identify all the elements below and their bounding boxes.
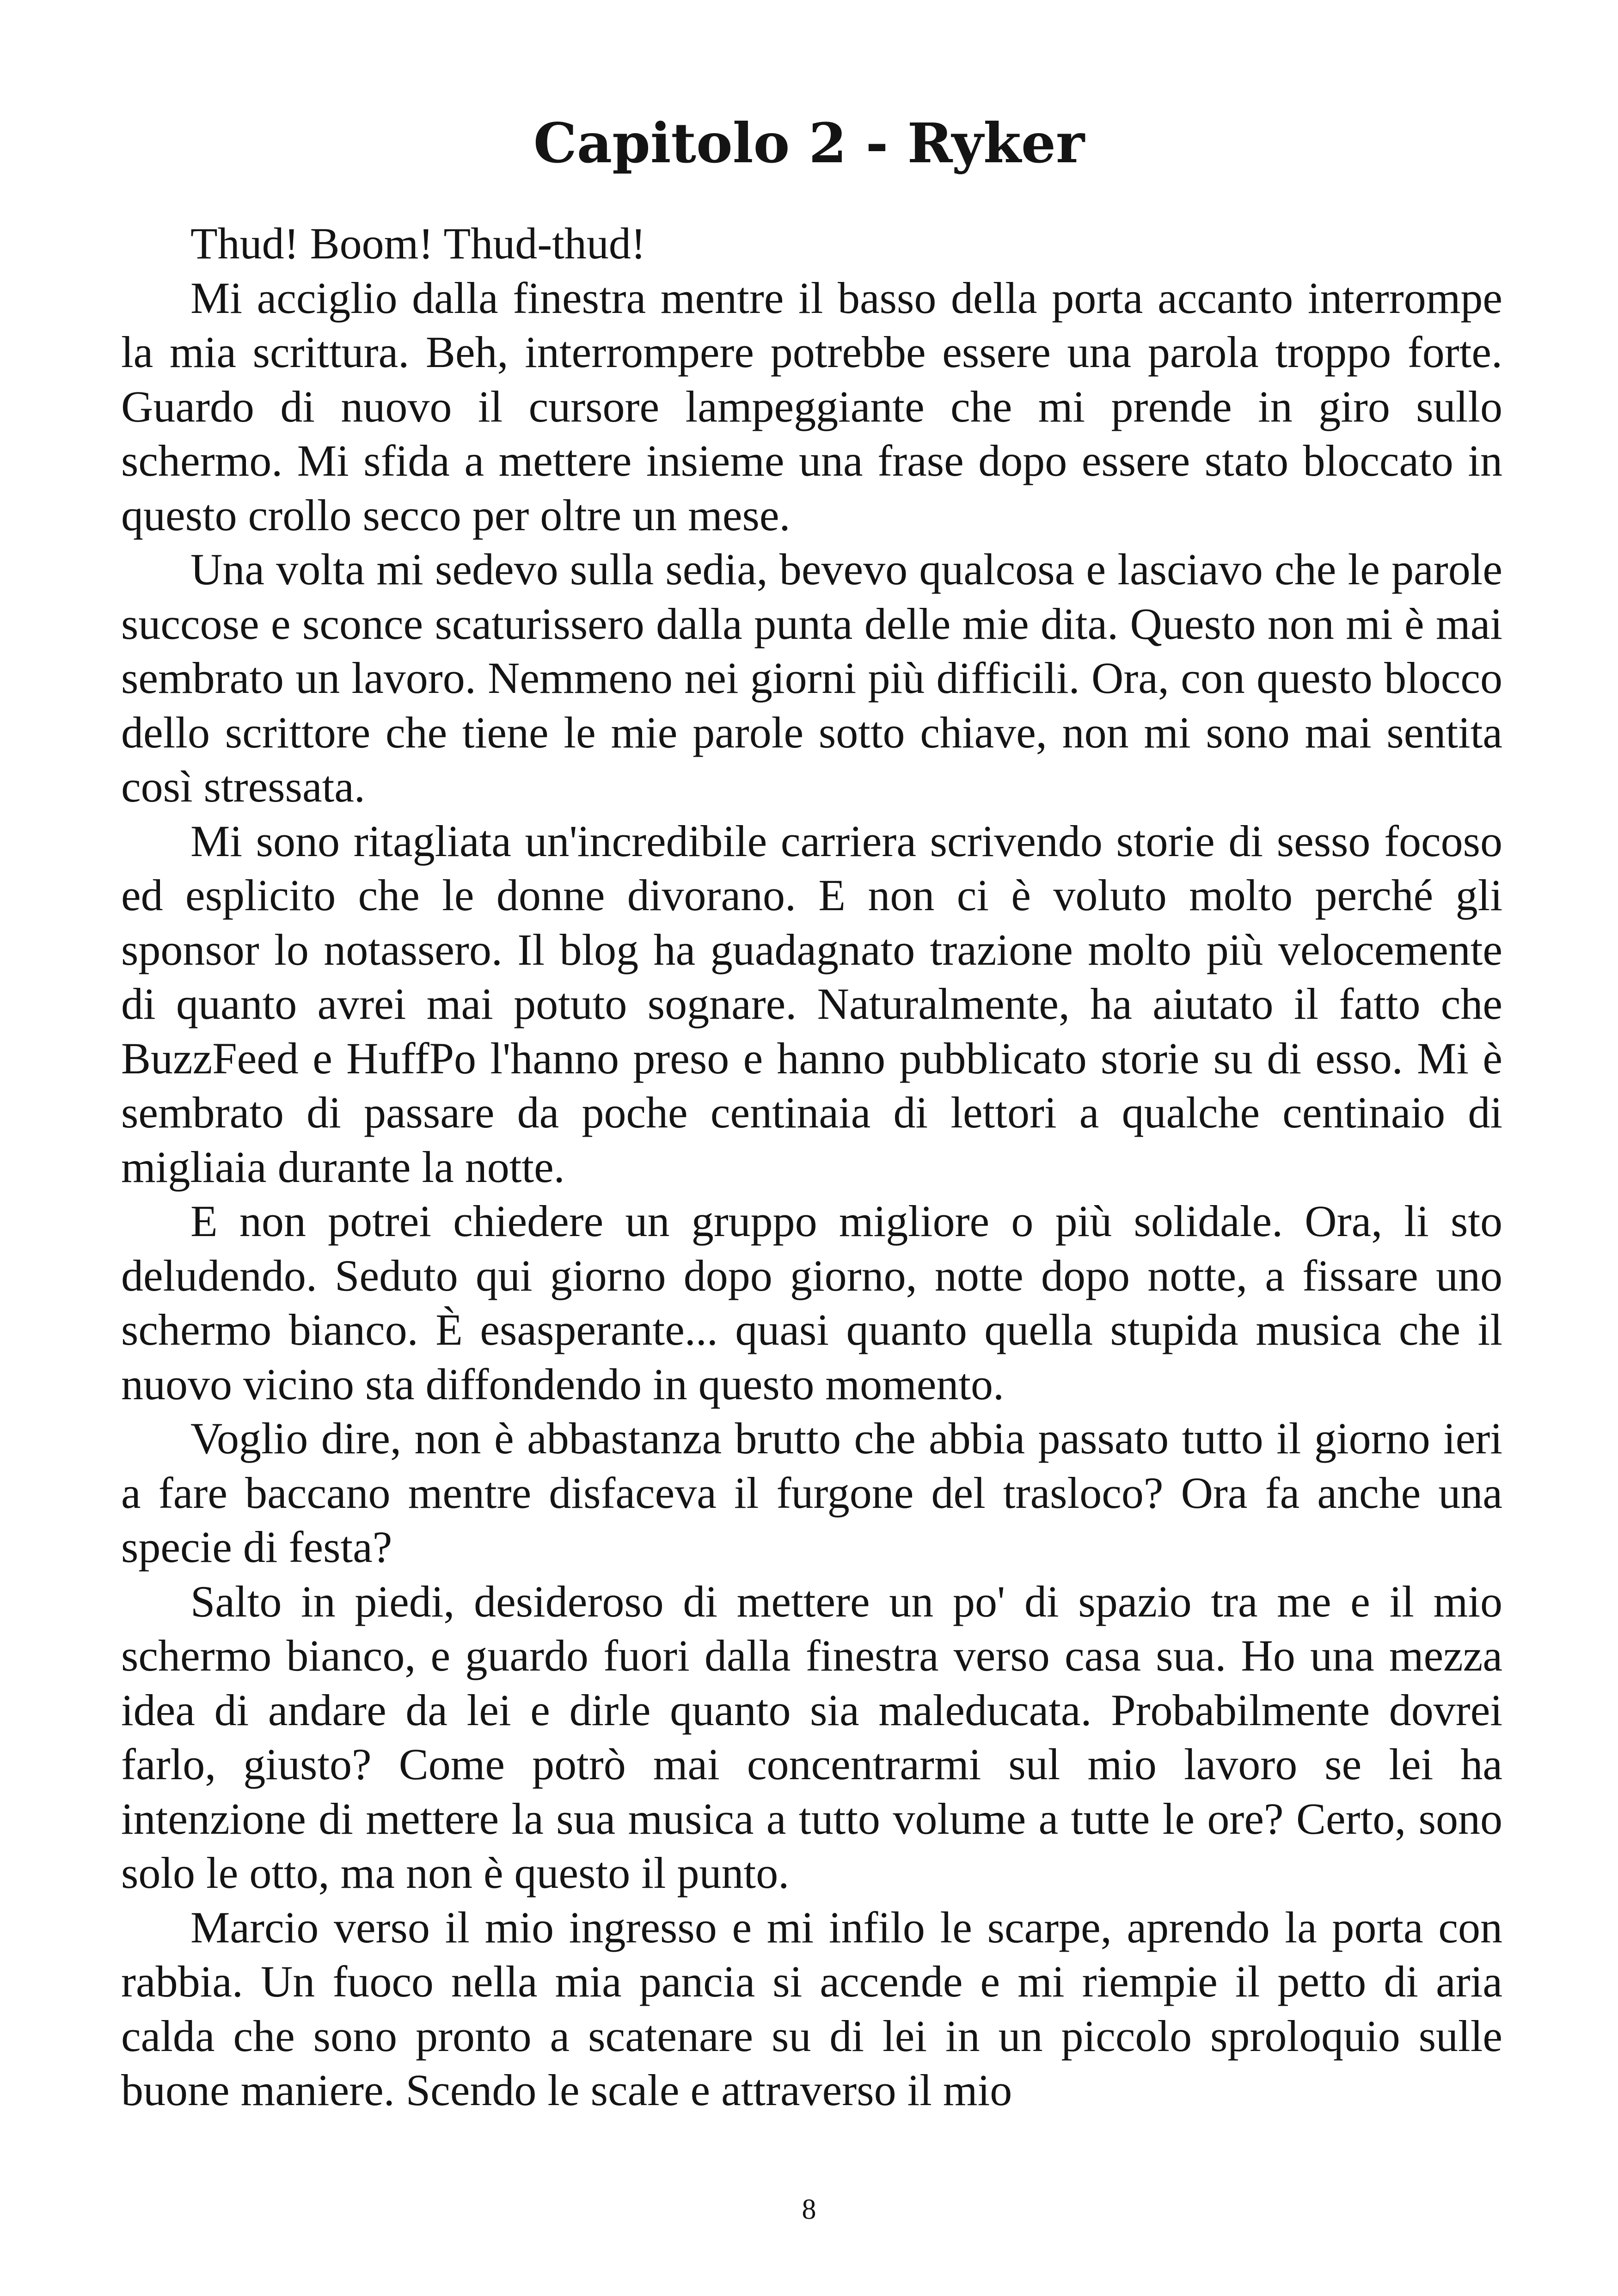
- chapter-title: Capitolo 2 - Ryker: [533, 111, 1085, 175]
- page-number: 8: [802, 2194, 816, 2225]
- chapter-body: [121, 216, 1502, 2118]
- paragraph: E non potrei chiedere un gruppo migliore o più solidale. Ora, li sto deludendo. Seduto qui giorno dopo giorno, notte dopo notte, a fissare uno schermo bianco. È esasperante... quasi quanto quella stupida musica che il nuovo vicino sta diffondendo in questo momento.: [121, 1196, 1502, 1409]
- paragraph: Voglio dire, non è abbastanza brutto che abbia passato tutto il giorno ieri a fare baccano mentre disfaceva il furgone del trasloco? Ora fa anche una specie di festa?: [121, 1414, 1502, 1572]
- paragraph: Salto in piedi, desideroso di mettere un po' di spazio tra me e il mio schermo bianco, e guardo fuori dalla finestra verso casa sua. Ho una mezza idea di andare da lei e dirle quanto sia maleducata. Probabilmente dovrei farlo, giusto? Come potrò mai concentrarmi sul mio lavoro se lei ha intenzione di mettere la sua musica a tutto volume a tutte le ore? Certo, sono solo le otto, ma non è questo il punto.: [121, 1576, 1502, 1898]
- paragraph: Mi acciglio dalla finestra mentre il basso della porta accanto interrompe la mia scrittura. Beh, interrompere potrebbe essere una parola troppo forte. Guardo di nuovo il cursore lampeggiante che mi prende in giro sullo schermo. Mi sfida a mettere insieme una frase dopo essere stato bloccato in questo crollo secco per oltre un mese.: [121, 273, 1502, 540]
- paragraph: Marcio verso il mio ingresso e mi infilo le scarpe, aprendo la porta con rabbia. Un fuoco nella mia pancia si accende e mi riempie il petto di aria calda che sono pronto a scatenare su di lei in un piccolo sproloquio sulle buone maniere. Scendo le scale e attraverso il mio: [121, 1902, 1502, 2115]
- paragraph: Una volta mi sedevo sulla sedia, bevevo qualcosa e lasciavo che le parole succose e sconce scaturissero dalla punta delle mie dita. Questo non mi è mai sembrato un lavoro. Nemmeno nei giorni più difficili. Ora, con questo blocco dello scrittore che tiene le mie parole sotto chiave, non mi sono mai sentita così stressata.: [121, 545, 1502, 811]
- paragraph: Thud! Boom! Thud-thud!: [190, 219, 646, 268]
- paragraph: Mi sono ritagliata un'incredibile carriera scrivendo storie di sesso focoso ed esplicito che le donne divorano. E non ci è voluto molto perché gli sponsor lo notassero. Il blog ha guadagnato trazione molto più velocemente di quanto avrei mai potuto sognare. Naturalmente, ha aiutato il fatto che BuzzFeed e HuffPo l'hanno preso e hanno pubblicato storie su di esso. Mi è sembrato di passare da poche centinaia di lettori a qualche centinaio di migliaia durante la notte.: [121, 816, 1502, 1192]
